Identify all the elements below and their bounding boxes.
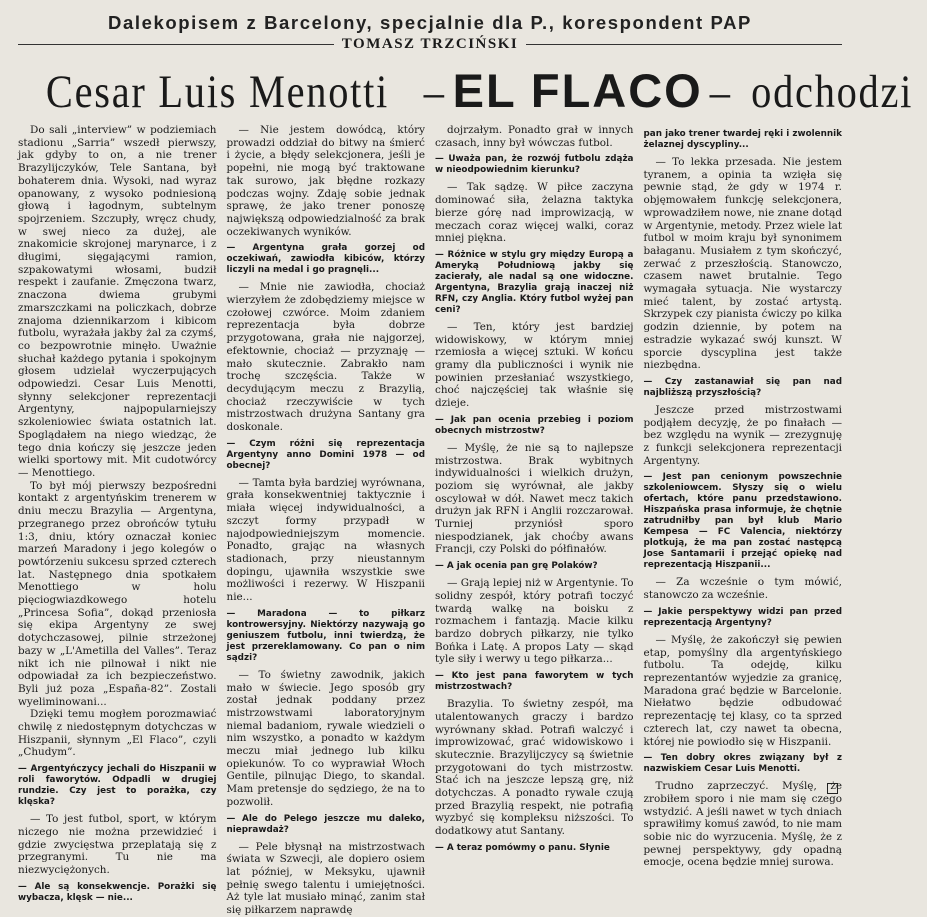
interview-question: — A teraz pomówmy o panu. Słynie (435, 842, 610, 853)
article-paragraph: Jeszcze przed mistrzostwami podjąłem decyzję, że po finałach — bez względu na wynik — zrezygnuję z funkcji selekcjonera reprezentacji Argentyny. (643, 403, 842, 467)
article-paragraph: — Ten, który jest bardziej widowiskowy, w którym mniej rzemiosła a więcej sztuki. W końcu gramy dla publiczności i wynik nie powinien przesłaniać wszystkiego, choć najczęściej tak właśnie się dzieje. (435, 320, 634, 410)
interview-question: — Ale do Pelego jeszcze mu daleko, nieprawdaż? (226, 813, 425, 835)
article-paragraph: — Nie jestem dowódcą, który prowadzi oddział do bitwy na śmierć i życie, a błędy selekcjonera, jeśli je popełni, nie mogą być traktowane tak surowo, jak błędne rozkazy podczas wojny. Zdaję sobie jednak sprawę, że jako trener ponoszę największą odpowiedzialność za brak oczekiwanych wyników. (226, 124, 425, 238)
article-paragraph: Trudno zaprzeczyć. Myślę, że zrobiłem sporo i nie mam się czego wstydzić. A jeśli nawet w tych dniach sprawiłimy komuś zawód, to nie mam sobie nic do wyrzucenia. Myślę, że z pewnej perspektywy, gdy opadną emocje, ocena będzie mniej surowa. (643, 780, 842, 869)
interview-question: — Jest pan cenionym powszechnie szkoleniowcem. Słyszy się o wielu ofertach, które panu przedstawiono. Hiszpańska prasa informuje, że chętnie zatrudniłby pan był klub Mario Kempesa — FC Valencia, niektórzy plotkują, że ma pan zostać następcą Jose Santamarii i przejąć opiekę nad reprezentacją Hiszpanii... (643, 472, 842, 571)
headline-name: Cesar Luis Menotti (45, 66, 389, 118)
article-paragraph: — Grają lepiej niż w Argentynie. To solidny zespół, który potrafi toczyć twardą walkę na boisku z rozmachem i fantazją. Macie kilku bardzo dobrych piłkarzy, nie tylko Bońka i Latę. A propos Laty — skąd tyle siły i werwy u tego piłkarza... (435, 577, 634, 666)
article-paragraph: — Myślę, że zakończył się pewien etap, pomyślny dla argentyńskiego futbolu. Ta odejdę, kilku reprezentantów wyjedzie za granicę, Maradona grać będzie w Barcelonie. Niełatwo będzie odbudować reprezentację tej klasy, co ta sprzed czterech lat, czy nawet ta obecna, której nie powiodło się w Hiszpanii. (643, 633, 842, 748)
interview-question: — Ale są konsekwencje. Porażki się wybacza, klęsk — nie... (18, 881, 217, 903)
dateline: Dalekopisem z Barcelony, specjalnie dla P., korespondent PAP (108, 12, 752, 33)
interview-question: — Uważa pan, że rozwój futbolu zdąża w nieodpowiednim kierunku? (435, 154, 634, 176)
headline-dash-1: – (423, 66, 446, 118)
article-paragraph: — Mnie nie zawiodła, chociaż wierzyłem że zdobędziemy miejsce w czołowej czwórce. Moim zdaniem reprezentacja była dobrze przygotowana, grała nie najgorzej, efektownie, chociaż — przyznaję — mało skutecznie. Zabrakło nam trochę szczęścia. Także w decydującym meczu z Brazylią, chociaż rzeczywiście w tych mistrzostwach drużyna Santany gra doskonale. (226, 281, 425, 434)
interview-question: pan jako trener twardej ręki i zwolennik żelaznej dyscypliny... (643, 129, 842, 150)
article-paragraph: — Pele błysnął na mistrzostwach świata w Szwecji, ale dopiero osiem lat później, w Meksyku, ujawnił pełnię swego talentu i umiejętności. Aż tyle lat musiało minąć, zanim stał się piłkarzem naprawdę (226, 840, 425, 917)
interview-question: — Jak pan ocenia przebieg i poziom obecnych mistrzostw? (435, 414, 634, 436)
article-columns (18, 124, 842, 917)
article-paragraph: Dzięki temu mogłem porozmawiać chwilę z niedostępnym dotychczas w Hiszpanii, słynnym „El Flaco”, czyli „Chudym”. (18, 708, 217, 759)
headline-dash-2: – (709, 66, 732, 118)
author: TOMASZ TRZCIŃSKI (341, 36, 519, 52)
column-4 (643, 124, 843, 869)
article-paragraph: dojrzałym. Ponadto grał w innych czasach, inny był wówczas futbol. (435, 124, 634, 149)
interview-question: — Argentyńczycy jechali do Hiszpanii w roli faworytów. Odpadli w drugiej rundzie. Czy jest to porażka, czy klęska? (18, 764, 217, 808)
article-paragraph: — To jest futbol, sport, w którym niczego nie można przewidzieć i gdzie zwycięstwa przeplatają się z przegranymi. Tu nie ma niezwyciężonych. (18, 813, 217, 876)
article-paragraph: — Tamta była bardziej wyrównana, grała konsekwentniej taktycznie i miała więcej indywidualności, a szczyt formy przypadł w najodpowiedniejszym momencie. Ponadto, grając na własnych stadionach, przy nieustannym dopingu, ujawniła wszystkie swe możliwości i rezerwy. W Hiszpanii nie... (226, 476, 425, 604)
headline-nickname: EL FLACO (452, 64, 703, 117)
interview-question: — Ten dobry okres związany był z nazwiskiem Cesar Luis Menotti. (643, 753, 842, 775)
article-paragraph: Brazylia. To świetny zespół, ma utalentowanych graczy i bardzo wyrównany skład. Potrafi walczyć i improwizować, grać widowiskowo i skutecznie. Brazylijczycy są świetnie przygotowani do tych mistrzostw. Stać ich na jeszcze lepszą grę, niż dotychczas. A ponadto rywale czują przed Brazylią respekt, nie potrafią wyzbyć się kompleksu niższości. To dodatkowy atut Santany. (435, 698, 634, 838)
end-of-article-mark (827, 783, 838, 794)
interview-question: — A jak ocenia pan grę Polaków? (435, 561, 598, 572)
interview-question: — Argentyna grała gorzej od oczekiwań, zawiodła kibiców, którzy liczyli na medal i go pragnęli... (226, 243, 425, 276)
interview-question: — Kto jest pana faworytem w tych mistrzostwach? (435, 671, 634, 693)
column-2 (226, 124, 426, 917)
rule-right (526, 44, 842, 45)
interview-question: — Czym różni się reprezentacja Argentyny anno Domini 1978 — od obecnej? (226, 438, 425, 471)
article-paragraph: — Myślę, że nie są to najlepsze mistrzostwa. Brak wybitnych indywidualności i wielkich drużyn, poziom się wyrównał, ale jakby oscylował w dół. Nawet mecz takich drużyn jak RFN i Anglii rozczarował. Turniej przyniósł sporo niespodzianek, jak choćby awans Francji, czy Polski do półfinałów. (435, 441, 634, 556)
article-paragraph: Do sali „interview” w podziemiach stadionu „Sarria” wszedł pierwszy, jak gdyby to on, a nie trener Brazylijczyków, Tele Santana, był bohaterem dnia. Wysoki, nad wyraz opanowany, z wysoko podniesioną głową i łagodnym, subtelnym spojrzeniem. Szczupły, wręcz chudy, w swej nieco za dużej, ale znakomicie skrojonej marynarce, i z długimi, sięgającymi ramion, szpakowatymi włosami, budził respekt i zaufanie. Zmęczona twarz, znaczona dwiema grubymi zmarszczkami na policzkach, dobrze znajoma dziennikarzom i kibicom futbolu, wyrażała jakby żal za czymś, co bezpowrotnie minęło. Uważnie słuchał każdego pytania i spokojnym głosem udzielał wyczerpujących odpowiedzi. Cesar Luis Menotti, słynny selekcjoner reprezentacji Argentyny, najpopularniejszy szkoleniowiec świata ostatnich lat. Spoglądałem na niego wiedząc, że tego dnia kończy się jeszcze jeden wielki sportowy mit. Mit cudotwórcy — Menottiego. (18, 124, 217, 479)
byline (18, 36, 842, 53)
interview-question: — Czy zastanawiał się pan nad najbliższą przyszłością? (643, 376, 842, 398)
article-paragraph: — Za wcześnie o tym mówić, stanowczo za wcześnie. (643, 576, 842, 602)
headline (18, 64, 914, 118)
article-paragraph: — Tak sądzę. W piłce zaczyna dominować siła, żelazna taktyka bierze górę nad improwizacją, w meczach coraz więcej walki, coraz mniej piękna. (435, 181, 634, 245)
interview-question: — Maradona — to piłkarz kontrowersyjny. Niektórzy nazywają go geniuszem futbolu, inni twierdzą, że jest przereklamowany. Co pan o nim sądzi? (226, 608, 425, 663)
article-paragraph: To był mój pierwszy bezpośredni kontakt z argentyńskim trenerem w dniu meczu Brazylia — Argentyna, przegranego przez obrońców tytułu 1:3, dniu, który oznaczał koniec marzeń Maradony i jego kolegów o powtórzeniu sukcesu sprzed czterech lat. Następnego dnia spotkałem Menottiego w holu pięciogwiazdkowego hotelu „Princesa Sofia”, dokąd przeniosła się ekipa Argentyny ze swej dotychczasowej, pilnie strzeżonej bazy w „L'Ametilla del Valles”. Teraz nikt ich nie pilnował i nikt nie odpowiadał za ich bezpieczeństwo. Byli już poza „España-82”. Zostali wyeliminowani... (18, 479, 217, 708)
article-paragraph: — To świetny zawodnik, jakich mało w świecie. Jego sposób gry został jednak poddany przez mistrzowstwami laboratoryjnym niemal badaniom, rywale wiedzieli o nim wszystko, a ponadto w każdym meczu miał jednego lub kilku opiekunów. To co wyprawiał Włoch Gentile, pilnując Diego, to skandal. Mam pretensje do sędziego, że na to pozwolił. (226, 668, 425, 808)
column-3 (435, 124, 634, 853)
interview-question: — Jakie perspektywy widzi pan przed reprezentacją Argentyny? (643, 606, 842, 628)
article-paragraph: — To lekka przesada. Nie jestem tyranem, a opinia ta wzięła się pewnie stąd, że gdy w 1974 r. objęmowałem funkcję selekcjonera, wprowadziłem nowe, nie znane dotąd w Argentynie, metody. Przez wiele lat futbol w moim kraju był synonimem bałaganu. Musiałem z tym skończyć, zerwać z przeszłością. Stanowczo, czasem nawet brutalnie. Tego wymagała sytuacja. Nie wystarczy mieć talent, by zostać artystą. Skrzypek czy pianista ćwiczy po kilka godzin dziennie, by potem na estradzie wykazać swój kunszt. W sporcie dyscyplina jest także niezbędna. (643, 156, 842, 372)
column-1 (18, 124, 217, 903)
rule-left (18, 44, 334, 45)
interview-question: — Różnice w stylu gry między Europą a Ameryką Południową jakby się zacierały, ale nadal są one widoczne. Argentyna, Brazylia grają inaczej niż RFN, czy Anglia. Który futbol wyżej pan ceni? (435, 249, 634, 315)
headline-verb: odchodzi (751, 66, 914, 118)
